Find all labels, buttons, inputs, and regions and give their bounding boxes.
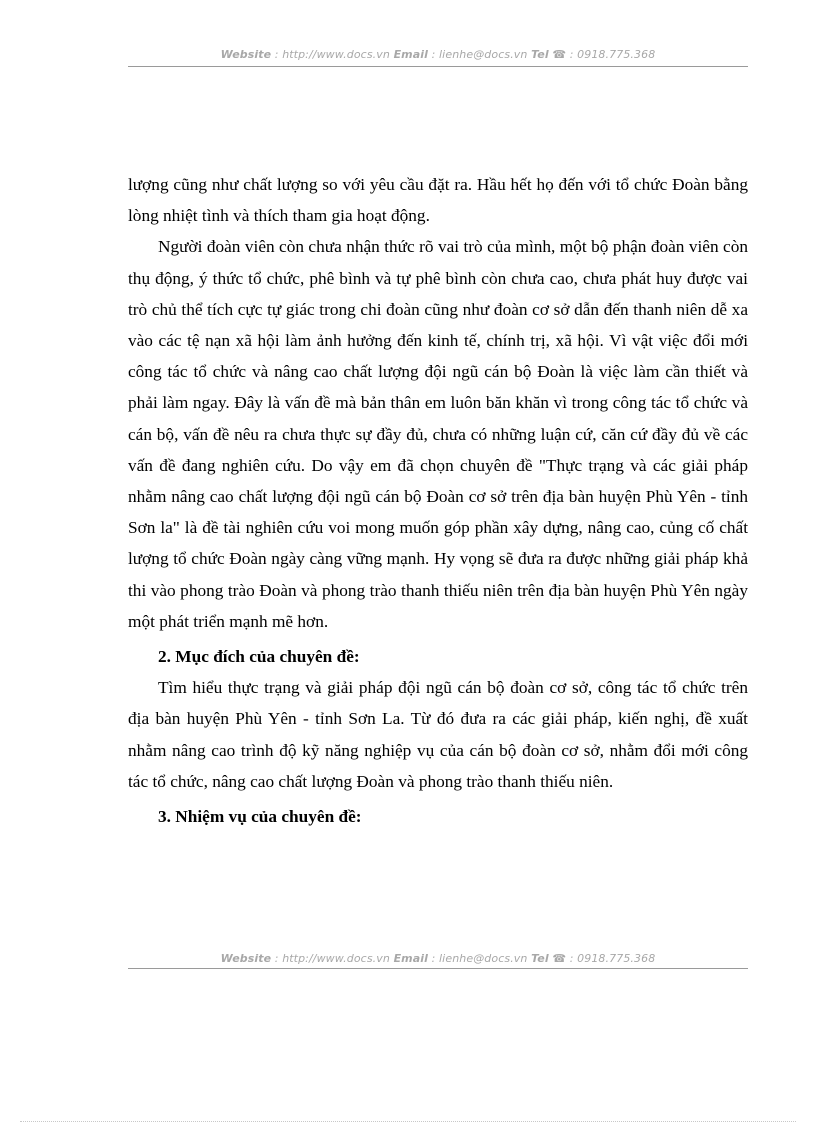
footer-website-url[interactable]: http://www.docs.vn bbox=[282, 952, 390, 965]
page-bottom-edge bbox=[20, 1121, 796, 1122]
header-tel-label: Tel bbox=[531, 48, 549, 61]
footer-tel-label: Tel bbox=[531, 952, 549, 965]
footer-email-separator: : bbox=[428, 952, 440, 965]
footer-website-separator: : bbox=[271, 952, 283, 965]
page-body bbox=[128, 169, 748, 832]
footer-tel-number: 0918.775.368 bbox=[577, 952, 656, 965]
paragraph-continuation: lượng cũng như chất lượng so với yêu cầu đặt ra. Hầu hết họ đến với tổ chức Đoàn bằng lòng nhiệt tình và thích tham gia hoạt động. bbox=[128, 175, 748, 226]
header-email-separator: : bbox=[428, 48, 440, 61]
header-tel-number: 0918.775.368 bbox=[577, 48, 656, 61]
paragraph-purpose: Tìm hiểu thực trạng và giải pháp đội ngũ cán bộ đoàn cơ sở, công tác tổ chức trên địa bàn huyện Phù Yên - tỉnh Sơn La. Từ đó đưa ra các giải pháp, kiến nghị, đề xuất nhằm nâng cao trình độ kỹ năng nghiệp vụ của cán bộ đoàn cơ sở, nhằm đổi mới công tác tổ chức, nâng cao chất lượng Đoàn và phong trào thanh thiếu niên. bbox=[128, 678, 748, 791]
section-heading-tasks: 3. Nhiệm vụ của chuyên đề: bbox=[158, 807, 362, 827]
page-header bbox=[128, 48, 748, 61]
header-email-address[interactable]: lienhe@docs.vn bbox=[439, 48, 528, 61]
phone-icon: ☎ bbox=[552, 48, 567, 61]
paragraph-context: Người đoàn viên còn chưa nhận thức rõ vai trò của mình, một bộ phận đoàn viên còn thụ động, ý thức tổ chức, phê bình và tự phê bình còn chưa cao, chưa phát huy được vai trò chủ thể tích cực tự giác trong chi đoàn cũng như đoàn cơ sở dẫn đến thanh niên dễ xa vào các tệ nạn xã hội làm ảnh hưởng đến kinh tế, chính trị, xã hội. Vì vật việc đổi mới công tác tổ chức và nâng cao chất lượng đội ngũ cán bộ Đoàn là việc làm cần thiết và phải làm ngay. Đây là vấn đề mà bản thân em luôn băn khăn vì trong công tác tổ chức và cán bộ, vấn đề nêu ra chưa thực sự đầy đủ, chưa có những luận cứ, căn cứ đầy đủ về các vấn đề đang nghiên cứu. Do vậy em đã chọn chuyên đề "Thực trạng và các giải pháp nhằm nâng cao chất lượng đội ngũ cán bộ Đoàn cơ sở trên địa bàn huyện Phù Yên - tỉnh Sơn la" là đề tài nghiên cứu voi mong muốn góp phần xây dựng, nâng cao, củng cố chất lượng tổ chức Đoàn ngày càng vững mạnh. Hy vọng sẽ đưa ra được những giải pháp khả thi vào phong trào Đoàn và phong trào thanh thiếu niên trên địa bàn huyện Phù Yên ngày một phát triển mạnh mẽ hơn. bbox=[128, 237, 748, 631]
page-footer bbox=[128, 952, 748, 965]
footer-divider bbox=[128, 968, 748, 969]
header-divider bbox=[128, 66, 748, 67]
footer-email-label: Email bbox=[393, 952, 429, 965]
section-heading-purpose: 2. Mục đích của chuyên đề: bbox=[158, 647, 360, 667]
footer-email-address[interactable]: lienhe@docs.vn bbox=[439, 952, 528, 965]
header-email-label: Email bbox=[393, 48, 429, 61]
header-website-label: Website bbox=[220, 48, 272, 61]
footer-website-label: Website bbox=[220, 952, 272, 965]
header-website-url[interactable]: http://www.docs.vn bbox=[282, 48, 390, 61]
phone-icon: ☎ bbox=[552, 952, 567, 965]
header-tel-separator: : bbox=[566, 48, 578, 61]
footer-tel-separator: : bbox=[566, 952, 578, 965]
header-website-separator: : bbox=[271, 48, 283, 61]
